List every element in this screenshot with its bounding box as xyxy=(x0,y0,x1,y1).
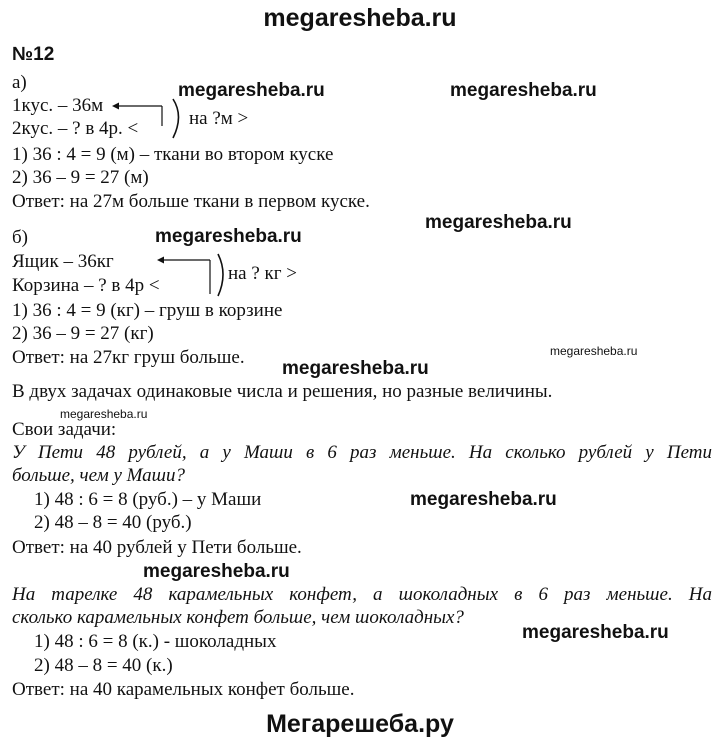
task1-answer: Ответ: на 40 рублей у Пети больше. xyxy=(12,537,302,558)
part-a-step1: 1) 36 : 4 = 9 (м) – ткани во втором куске xyxy=(12,144,334,165)
watermark: megaresheba.ru xyxy=(282,358,429,379)
watermark: megaresheba.ru xyxy=(410,489,557,510)
part-a-line2: 2кус. – ? в 4р. < xyxy=(12,118,139,139)
part-a-answer: Ответ: на 27м больше ткани в первом куске. xyxy=(12,191,370,212)
site-footer[interactable]: Мегарешеба.ру xyxy=(266,710,454,738)
task2-text-line2: сколько карамельных конфет больше, чем шоколадных? xyxy=(12,607,464,628)
watermark: megaresheba.ru xyxy=(143,561,290,582)
part-a-label: а) xyxy=(12,72,27,93)
task2-answer: Ответ: на 40 карамельных конфет больше. xyxy=(12,679,355,700)
part-b-step1: 1) 36 : 4 = 9 (кг) – груш в корзине xyxy=(12,300,283,321)
watermark: megaresheba.ru xyxy=(178,80,325,101)
own-tasks-label: Свои задачи: xyxy=(12,419,117,440)
site-header[interactable]: megaresheba.ru xyxy=(263,4,457,32)
part-a-line1: 1кус. – 36м xyxy=(12,95,104,116)
task2-text-line1: На тарелке 48 карамельных конфет, а шоколадных в 6 раз меньше. На xyxy=(12,584,712,605)
watermark-small: megaresheba.ru xyxy=(60,407,148,421)
task1-text-line2: больше, чем у Маши? xyxy=(12,465,186,486)
watermark-small: megaresheba.ru xyxy=(550,344,638,358)
part-b-compare: на ? кг > xyxy=(228,263,298,284)
part-a-step2: 2) 36 – 9 = 27 (м) xyxy=(12,167,149,188)
part-b-step2: 2) 36 – 9 = 27 (кг) xyxy=(12,323,154,344)
watermark: megaresheba.ru xyxy=(155,226,302,247)
task1-step2: 2) 48 – 8 = 40 (руб.) xyxy=(34,512,192,533)
part-b-line1: Ящик – 36кг xyxy=(12,251,114,272)
conclusion: В двух задачах одинаковые числа и решения, но разные величины. xyxy=(12,381,553,402)
task2-step2: 2) 48 – 8 = 40 (к.) xyxy=(34,655,173,676)
task1-step1: 1) 48 : 6 = 8 (руб.) – у Маши xyxy=(34,489,262,510)
part-b-line2: Корзина – ? в 4р < xyxy=(12,275,160,296)
part-b-arrow-diagram xyxy=(155,250,235,298)
watermark: megaresheba.ru xyxy=(522,622,669,643)
watermark: megaresheba.ru xyxy=(425,212,572,233)
watermark: megaresheba.ru xyxy=(450,80,597,101)
part-a-compare: на ?м > xyxy=(189,108,249,129)
task2-step1: 1) 48 : 6 = 8 (к.) - шоколадных xyxy=(34,631,277,652)
task-number: №12 xyxy=(12,44,55,65)
task1-text-line1: У Пети 48 рублей, а у Маши в 6 раз меньше. На сколько рублей у Пети xyxy=(12,442,712,463)
part-a-arrow-diagram xyxy=(110,96,190,142)
part-b-label: б) xyxy=(12,227,28,248)
part-b-answer: Ответ: на 27кг груш больше. xyxy=(12,347,245,368)
